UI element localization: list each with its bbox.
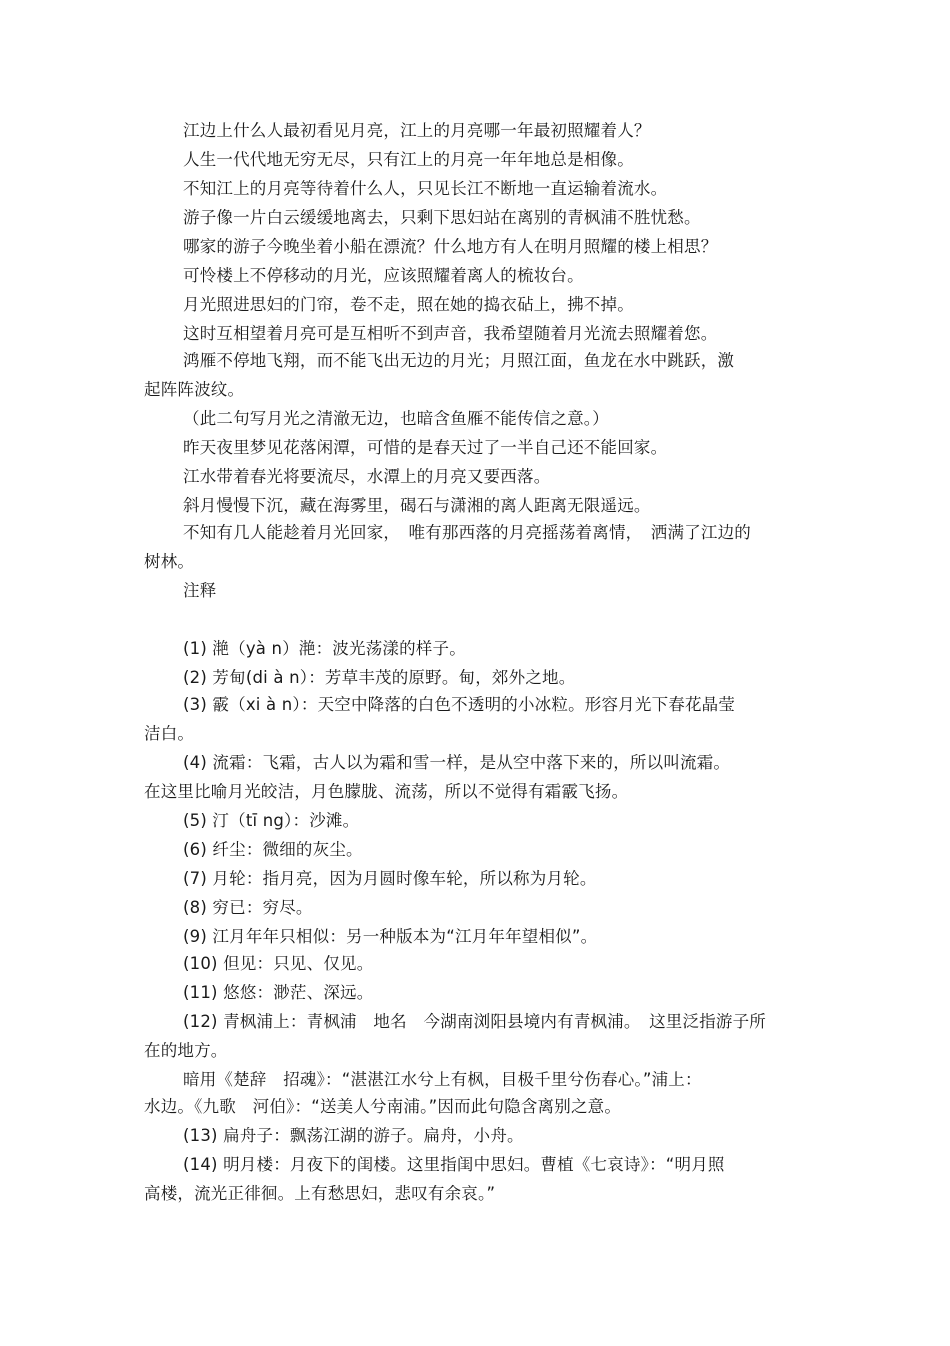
translation-line: 江水带着春光将要流尽，水潭上的月亮又要西落。: [183, 467, 551, 486]
note-line: (3) 霰（xi à n）：天空中降落的白色不透明的小冰粒。形容月光下春花晶莹: [183, 695, 736, 714]
note-line: 水边。《九歌 河伯》：“送美人兮南浦。”因而此句隐含离别之意。: [144, 1097, 622, 1116]
translation-line: 江边上什么人最初看见月亮，江上的月亮哪一年最初照耀着人？: [183, 121, 651, 140]
note-line: (4) 流霜：飞霜，古人以为霜和雪一样，是从空中落下来的，所以叫流霜。: [183, 753, 731, 772]
translation-line: 鸿雁不停地飞翔，而不能飞出无边的月光；月照江面，鱼龙在水中跳跃，激: [183, 351, 735, 370]
note-line: (10) 但见：只见、仅见。: [183, 954, 374, 973]
translation-line: 昨天夜里梦见花落闲潭，可惜的是春天过了一半自己还不能回家。: [183, 438, 668, 457]
translation-line: 不知有几人能趁着月光回家， 唯有那西落的月亮摇荡着离情， 洒满了江边的: [183, 523, 751, 542]
note-line: (7) 月轮：指月亮，因为月圆时像车轮，所以称为月轮。: [183, 869, 597, 888]
notes-heading: 注释: [183, 581, 217, 600]
note-line: 在这里比喻月光皎洁，月色朦胧、流荡，所以不觉得有霜霰飞扬。: [144, 782, 629, 801]
translation-line: 月光照进思妇的门帘，卷不走，照在她的捣衣砧上，拂不掉。: [183, 295, 634, 314]
note-line: (14) 明月楼：月夜下的闺楼。这里指闺中思妇。曹植《七哀诗》：“明月照: [183, 1155, 725, 1174]
translation-line: 斜月慢慢下沉，藏在海雾里，碣石与潇湘的离人距离无限遥远。: [183, 496, 651, 515]
translation-commentary: （此二句写月光之清澈无边，也暗含鱼雁不能传信之意。）: [183, 409, 609, 428]
note-line: (5) 汀（tī ng）：沙滩。: [183, 811, 360, 830]
note-line: (12) 青枫浦上：青枫浦 地名 今湖南浏阳县境内有青枫浦。 这里泛指游子所: [183, 1012, 766, 1031]
note-line: (8) 穷已：穷尽。: [183, 898, 313, 917]
note-line: 洁白。: [144, 724, 195, 743]
translation-line: 可怜楼上不停移动的月光，应该照耀着离人的梳妆台。: [183, 266, 584, 285]
translation-line: 游子像一片白云缓缓地离去，只剩下思妇站在离别的青枫浦不胜忧愁。: [183, 208, 701, 227]
translation-line: 这时互相望着月亮可是互相听不到声音，我希望随着月光流去照耀着您。: [183, 324, 718, 343]
note-line: 在的地方。: [144, 1041, 228, 1060]
translation-line: 树林。: [144, 552, 195, 571]
note-line: 高楼，流光正徘徊。上有愁思妇，悲叹有余哀。”: [144, 1184, 496, 1203]
translation-line: 不知江上的月亮等待着什么人，只见长江不断地一直运输着流水。: [183, 179, 668, 198]
translation-line: 人生一代代地无穷无尽，只有江上的月亮一年年地总是相像。: [183, 150, 634, 169]
note-line: 暗用《楚辞 招魂》：“湛湛江水兮上有枫，目极千里兮伤春心。”浦上：: [183, 1070, 702, 1089]
note-line: (9) 江月年年只相似：另一种版本为“江月年年望相似”。: [183, 927, 598, 946]
translation-line: 哪家的游子今晚坐着小船在漂流？什么地方有人在明月照耀的楼上相思？: [183, 237, 718, 256]
note-line: (2) 芳甸(di à n）：芳草丰茂的原野。甸，郊外之地。: [183, 668, 576, 687]
note-line: (1) 滟（yà n）滟：波光荡漾的样子。: [183, 639, 466, 658]
note-line: (6) 纤尘：微细的灰尘。: [183, 840, 363, 859]
note-line: (11) 悠悠：渺茫、深远。: [183, 983, 374, 1002]
translation-line: 起阵阵波纹。: [144, 380, 245, 399]
note-line: (13) 扁舟子：飘荡江湖的游子。扁舟，小舟。: [183, 1126, 524, 1145]
